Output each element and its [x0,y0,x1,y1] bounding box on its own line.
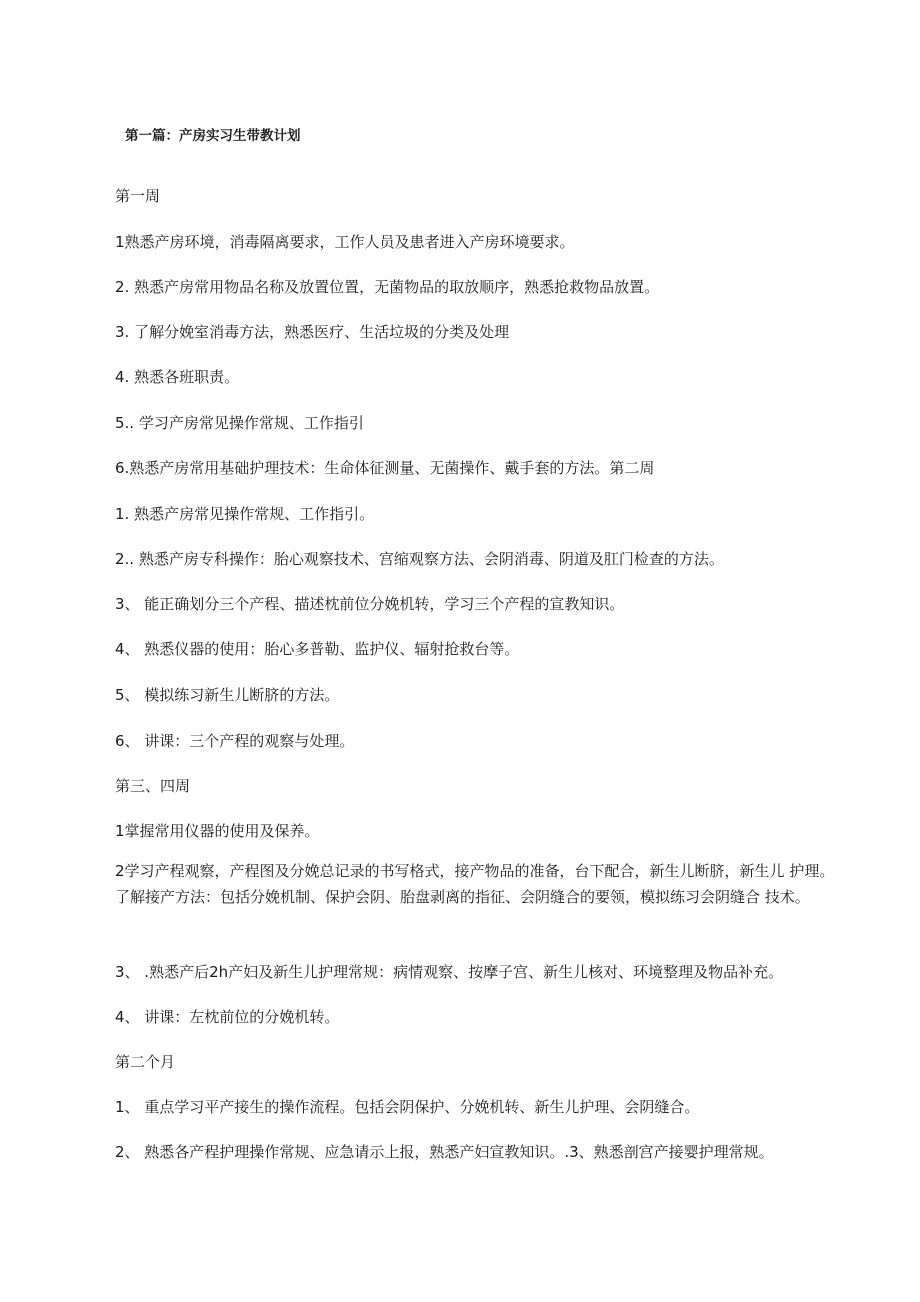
paragraph: 3、 .熟悉产后2h产妇及新生儿护理常规：病情观察、按摩子宫、新生儿核对、环境整理及物品补充。 [115,963,784,981]
document-title: 第一篇：产房实习生带教计划 [125,128,301,144]
paragraph: 3、 能正确划分三个产程、描述枕前位分娩机转，学习三个产程的宣教知识。 [115,595,625,613]
paragraph: 1、 重点学习平产接生的操作流程。包括会阴保护、分娩机转、新生儿护理、会阴缝合。 [115,1098,700,1116]
paragraph: 2.. 熟悉产房专科操作：胎心观察技术、宫缩观察方法、会阴消毒、阴道及肛门检查的方法。 [115,550,724,568]
paragraph: 1. 熟悉产房常见操作常规、工作指引。 [115,505,375,523]
paragraph: 1熟悉产房环境，消毒隔离要求，工作人员及患者进入产房环境要求。 [115,233,575,251]
paragraph: 2. 熟悉产房常用物品名称及放置位置，无菌物品的取放顺序，熟悉抢救物品放置。 [115,278,660,296]
paragraph: 6、 讲课：三个产程的观察与处理。 [115,732,355,750]
paragraph: 4、 讲课：左枕前位的分娩机转。 [115,1008,340,1026]
section-heading-week-3-4: 第三、四周 [115,777,191,795]
section-heading-month-2: 第二个月 [115,1053,176,1071]
paragraph: 5、 模拟练习新生儿断脐的方法。 [115,686,340,704]
paragraph: 2学习产程观察，产程图及分娩总记录的书写格式，接产物品的准备，台下配合，新生儿断脐，新生儿 护理。了解接产方法：包括分娩机制、保护会阴、胎盘剥离的指征、会阴缝合的要领，模拟练习会阴缝合 技术。 [115,862,835,906]
paragraph: 5.. 学习产房常见操作常规、工作指引 [115,414,364,432]
paragraph: 4. 熟悉各班职责。 [115,368,240,386]
paragraph: 6.熟悉产房常用基础护理技术：生命体征测量、无菌操作、戴手套的方法。第二周 [115,459,655,477]
paragraph: 3. 了解分娩室消毒方法，熟悉医疗、生活垃圾的分类及处理 [115,323,510,341]
paragraph: 1掌握常用仪器的使用及保养。 [115,822,320,840]
paragraph: 2、 熟悉各产程护理操作常规、应急请示上报，熟悉产妇宣教知识。.3、熟悉剖宫产接婴护理常规。 [115,1143,774,1161]
section-heading-week-1: 第一周 [115,187,161,205]
paragraph: 4、 熟悉仪器的使用：胎心多普勒、监护仪、辐射抢救台等。 [115,640,520,658]
